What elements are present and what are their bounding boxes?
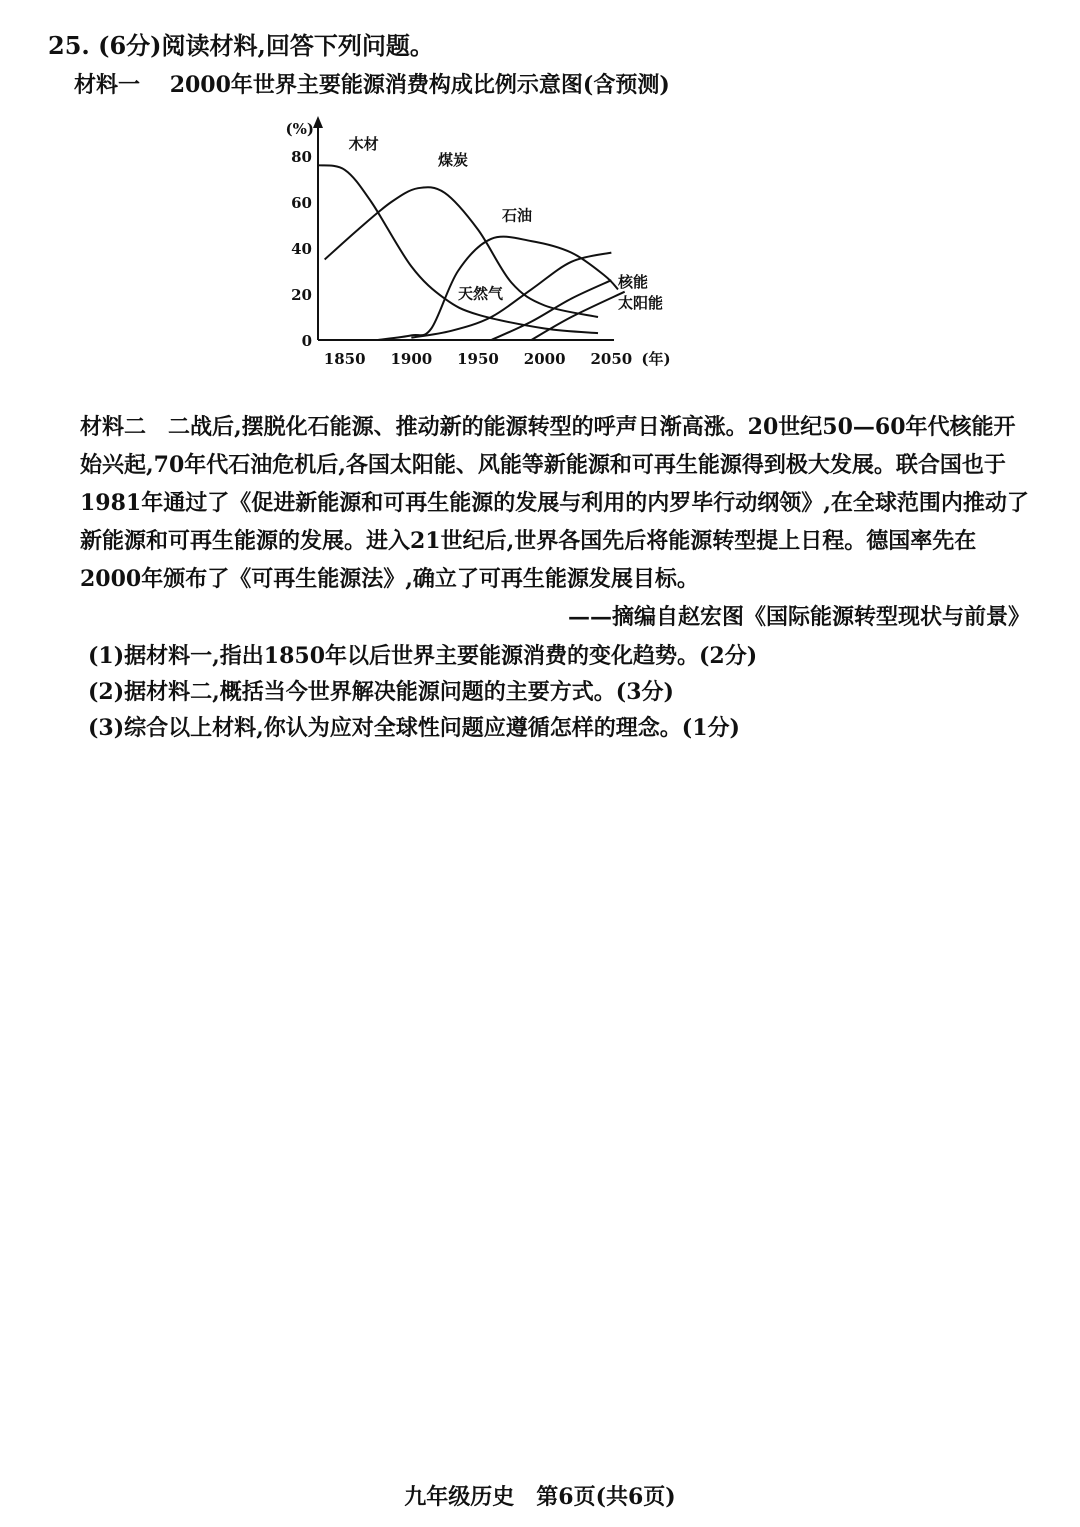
material1-label: 材料一 xyxy=(74,72,141,98)
question-number: 25. xyxy=(48,31,90,60)
series-label-oil: 石油 xyxy=(502,206,533,225)
series-label-solar: 太阳能 xyxy=(618,293,664,312)
y-tick-label: 0 xyxy=(301,332,312,350)
y-tick-label: 60 xyxy=(291,194,312,212)
y-axis-label: (%) xyxy=(285,120,314,138)
question-list xyxy=(88,638,757,746)
series-label-nuclear: 核能 xyxy=(618,273,649,292)
series-label-gas: 天然气 xyxy=(458,284,504,303)
x-tick-label: 1850 xyxy=(323,350,366,368)
x-tick-label: 1950 xyxy=(457,350,499,368)
sub-question-2: (2)据材料二,概括当今世界解决能源问题的主要方式。(3分) xyxy=(88,679,674,705)
series-label-wood: 木材 xyxy=(348,135,379,154)
material1-title-text: 2000年世界主要能源消费构成比例示意图(含预测) xyxy=(169,72,670,98)
y-axis-arrow xyxy=(313,116,323,128)
x-axis-label: (年) xyxy=(641,350,671,368)
material2-text: 二战后,摆脱化石能源、推动新的能源转型的呼声日渐高涨。20世纪50—60年代核能开始兴起,70年代石油危机后,各国太阳能、风能等新能源和可再生能源得到极大发展。联合国也于1981年通过了《促进新能源和可再生能源的发展与利用的内罗毕行动纲领》,在全球范围内推动了新能源和可再生能源的发展。进入21世纪后,世界各国先后将能源转型提上日程。德国率先在2000年颁布了《可再生能源法》,确立了可再生能源发展目标。 xyxy=(80,414,1029,592)
page-footer: 九年级历史 第6页(共6页) xyxy=(404,1484,676,1510)
x-tick-label: 2050 xyxy=(590,350,633,368)
x-tick-label: 1900 xyxy=(390,350,433,368)
material2-source: ——摘编自赵宏图《国际能源转型现状与前景》 xyxy=(567,604,1030,630)
series-line-nuclear xyxy=(491,280,611,340)
question-header xyxy=(48,26,434,61)
y-tick-label: 40 xyxy=(291,240,312,258)
material2-label: 材料二 xyxy=(80,414,147,440)
series-label-coal: 煤炭 xyxy=(438,151,469,170)
material2-paragraph xyxy=(80,408,1030,598)
sub-question-3: (3)综合以上材料,你认为应对全球性问题应遵循怎样的理念。(1分) xyxy=(88,715,740,741)
question-text: (6分)阅读材料,回答下列问题。 xyxy=(98,31,434,60)
y-tick-label: 80 xyxy=(291,148,312,166)
sub-question-1: (1)据材料一,指出1850年以后世界主要能源消费的变化趋势。(2分) xyxy=(88,643,758,669)
x-tick-label: 2000 xyxy=(523,350,566,368)
y-tick-label: 20 xyxy=(291,286,312,304)
material1-title xyxy=(74,68,670,99)
energy-consumption-chart xyxy=(262,112,732,377)
